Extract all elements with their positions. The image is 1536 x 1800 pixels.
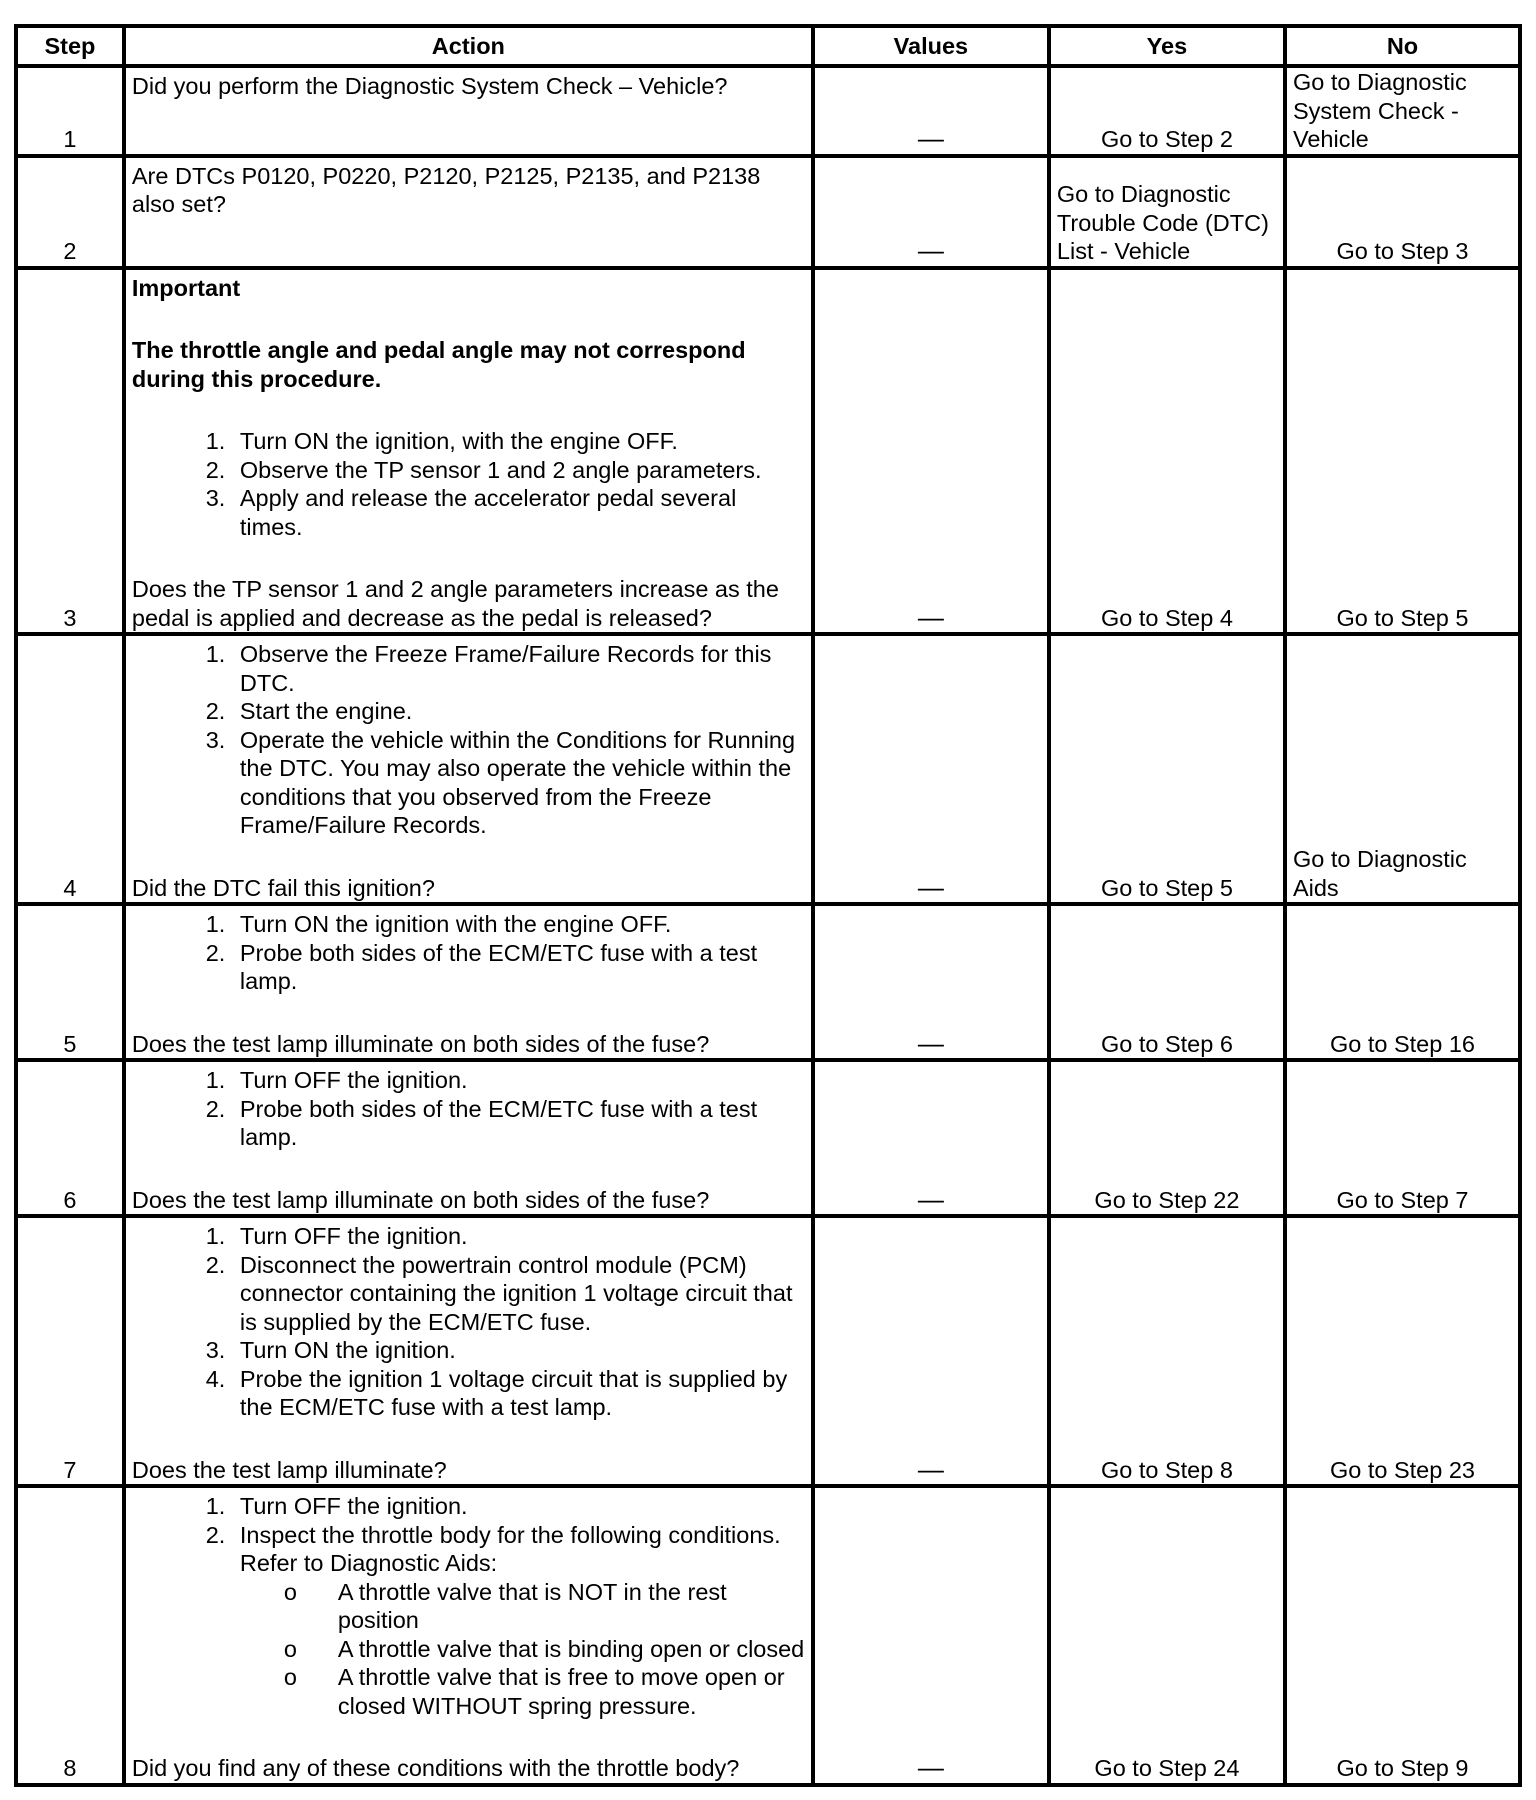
yes-cell: Go to Step 6 [1049,904,1285,1060]
action-cell [124,634,813,904]
action-cell [124,268,813,635]
important-note: The throttle angle and pedal angle may not correspond during this procedure. [131,337,746,392]
table-row-step-8 [16,1486,1520,1785]
procedure-item: 3. Operate the vehicle within the Conditions for Running the DTC. You may also operate the vehicle within the conditions that you observed from the Freeze Frame/Failure Records. [232,726,805,840]
step-number: 8 [16,1486,124,1785]
yes-cell: Go to Step 22 [1049,1060,1285,1216]
action-question: Did you perform the Diagnostic System Check – Vehicle? [131,73,728,99]
step-number: 3 [16,268,124,635]
procedure-item: 3. Apply and release the accelerator pedal several times. [232,484,805,541]
no-cell: Go to Diagnostic Aids [1285,634,1520,904]
procedure-item: 2. Start the engine. [232,697,805,726]
no-cell: Go to Step 3 [1285,156,1520,268]
action-question: Does the test lamp illuminate on both sides of the fuse? [131,1186,710,1213]
yes-cell: Go to Diagnostic Trouble Code (DTC) List - Vehicle [1049,156,1285,268]
procedure-item [232,1521,805,1721]
header-values: Values [813,26,1049,66]
values-dash: — [917,1752,944,1782]
procedure-item: 2. Probe both sides of the ECM/ETC fuse with a test lamp. [232,1095,805,1152]
condition-item: o A throttle valve that is NOT in the rest position [332,1578,805,1635]
action-question: Does the TP sensor 1 and 2 angle parameters increase as the pedal is applied and decrease as the pedal is released? [131,576,779,631]
procedure-item: 1. Turn ON the ignition with the engine OFF. [232,910,805,939]
values-cell [813,904,1049,1060]
values-dash: — [917,123,944,153]
action-cell [124,1216,813,1486]
table-row-step-2 [16,156,1520,268]
procedure-list [132,640,805,840]
procedure-list [132,1066,805,1152]
procedure-item: 1. Turn ON the ignition, with the engine OFF. [232,427,805,456]
action-cell [124,66,813,156]
action-cell [124,1060,813,1216]
procedure-list [132,910,805,996]
action-question: Does the test lamp illuminate on both sides of the fuse? [131,1030,710,1057]
procedure-list [132,427,805,541]
yes-cell: Go to Step 5 [1049,634,1285,904]
values-cell [813,634,1049,904]
values-dash: — [917,1183,944,1214]
diagnostic-table [14,24,1522,1787]
table-row-step-3 [16,268,1520,635]
header-yes: Yes [1049,26,1285,66]
values-dash: — [917,235,944,265]
condition-list [240,1578,805,1721]
action-question: Are DTCs P0120, P0220, P2120, P2125, P2135, and P2138 also set? [131,162,761,217]
values-cell [813,1216,1049,1486]
procedure-list [132,1222,805,1422]
step-number: 2 [16,156,124,268]
action-cell [124,904,813,1060]
condition-item: o A throttle valve that is binding open or closed [332,1635,805,1664]
header-no: No [1285,26,1520,66]
step-number: 1 [16,66,124,156]
procedure-item: 1. Turn OFF the ignition. [232,1222,805,1251]
yes-cell: Go to Step 2 [1049,66,1285,156]
action-question: Did the DTC fail this ignition? [131,874,435,901]
header-step: Step [16,26,124,66]
no-cell: Go to Diagnostic System Check - Vehicle [1285,66,1520,156]
condition-item: o A throttle valve that is free to move open or closed WITHOUT spring pressure. [332,1663,805,1720]
yes-cell: Go to Step 8 [1049,1216,1285,1486]
procedure-item: 4. Probe the ignition 1 voltage circuit that is supplied by the ECM/ETC fuse with a test lamp. [232,1365,805,1422]
procedure-item: 2. Observe the TP sensor 1 and 2 angle parameters. [232,456,805,485]
procedure-list [132,1492,805,1720]
no-cell: Go to Step 16 [1285,904,1520,1060]
values-dash: — [917,1027,944,1058]
values-dash: — [917,1453,944,1484]
no-cell: Go to Step 9 [1285,1486,1520,1785]
step-number: 7 [16,1216,124,1486]
step-number: 5 [16,904,124,1060]
action-question: Does the test lamp illuminate? [131,1456,447,1483]
procedure-item: 3. Turn ON the ignition. [232,1336,805,1365]
values-dash: — [917,601,944,632]
procedure-item: 1. Turn OFF the ignition. [232,1492,805,1521]
procedure-item: 1. Observe the Freeze Frame/Failure Records for this DTC. [232,640,805,697]
values-cell [813,268,1049,635]
procedure-item: 2. Disconnect the powertrain control module (PCM) connector containing the ignition 1 voltage circuit that is supplied by the ECM/ETC fuse. [232,1251,805,1337]
table-row-step-5 [16,904,1520,1060]
procedure-item: 2. Probe both sides of the ECM/ETC fuse with a test lamp. [232,939,805,996]
procedure-item: 1. Turn OFF the ignition. [232,1066,805,1095]
action-cell [124,1486,813,1785]
step-number: 4 [16,634,124,904]
action-question: Did you find any of these conditions with the throttle body? [131,1755,740,1781]
values-cell [813,66,1049,156]
action-cell [124,156,813,268]
values-cell [813,1060,1049,1216]
table-row-step-7 [16,1216,1520,1486]
yes-cell: Go to Step 4 [1049,268,1285,635]
no-cell: Go to Step 5 [1285,268,1520,635]
procedure-item-text: Inspect the throttle body for the following conditions. Refer to Diagnostic Aids: [239,1521,781,1576]
values-cell [813,156,1049,268]
no-cell: Go to Step 23 [1285,1216,1520,1486]
values-cell [813,1486,1049,1785]
table-row-step-1 [16,66,1520,156]
step-number: 6 [16,1060,124,1216]
table-header-row [16,26,1520,66]
table-row-step-6 [16,1060,1520,1216]
yes-cell: Go to Step 24 [1049,1486,1285,1785]
header-action: Action [124,26,813,66]
no-cell: Go to Step 7 [1285,1060,1520,1216]
table-row-step-4 [16,634,1520,904]
important-label: Important [131,274,241,301]
values-dash: — [917,871,944,902]
